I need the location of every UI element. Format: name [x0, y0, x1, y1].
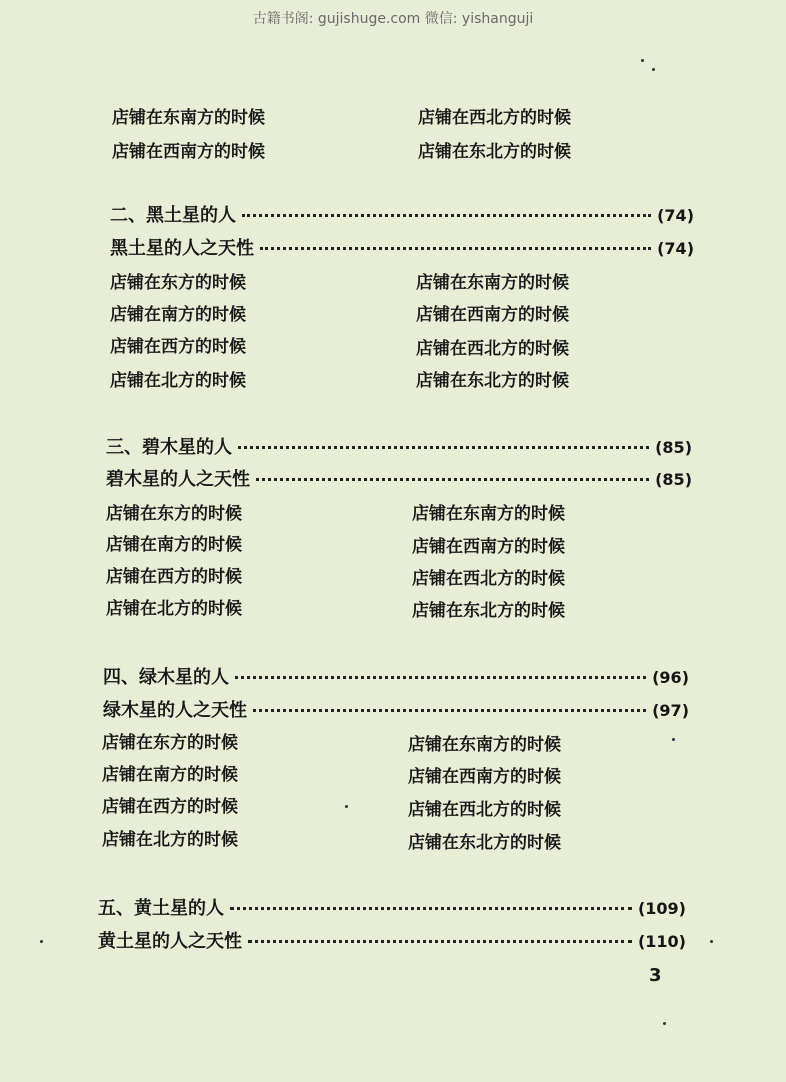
list-item: 店铺在西南方的时候 [112, 142, 265, 162]
scan-speck [663, 1022, 666, 1025]
list-item: 店铺在东北方的时候 [416, 371, 569, 391]
toc-subheading [110, 234, 694, 260]
list-item: 店铺在北方的时候 [102, 830, 238, 850]
list-item: 店铺在东方的时候 [106, 504, 242, 524]
leader-dots [260, 247, 651, 250]
list-item: 店铺在西方的时候 [110, 337, 246, 357]
list-item: 店铺在西方的时候 [102, 797, 238, 817]
toc-heading [106, 433, 692, 459]
page-ref: (96) [652, 668, 689, 687]
scan-speck [652, 68, 655, 71]
list-item: 店铺在北方的时候 [106, 599, 242, 619]
list-item: 店铺在东方的时候 [102, 733, 238, 753]
list-item: 店铺在东北方的时候 [408, 833, 561, 853]
list-item: 店铺在西南方的时候 [412, 537, 565, 557]
list-item: 店铺在东北方的时候 [418, 142, 571, 162]
list-item: 店铺在东南方的时候 [112, 108, 265, 128]
page-ref: (85) [655, 470, 692, 489]
page-ref: (110) [637, 932, 686, 951]
page-number: 3 [649, 965, 662, 986]
list-item: 店铺在南方的时候 [102, 765, 238, 785]
toc-subheading [103, 696, 689, 722]
toc-heading [110, 201, 694, 227]
toc-subheading [98, 927, 686, 953]
section-title: 三、碧木星的人 [106, 437, 232, 458]
leader-dots [235, 676, 646, 679]
list-item: 店铺在西南方的时候 [408, 767, 561, 787]
scan-speck [345, 805, 348, 808]
list-item: 店铺在东南方的时候 [416, 273, 569, 293]
leader-dots [253, 709, 646, 712]
toc-subheading [106, 465, 692, 491]
section-title: 四、绿木星的人 [103, 667, 229, 688]
list-item: 店铺在西南方的时候 [416, 305, 569, 325]
list-item: 店铺在西北方的时候 [408, 800, 561, 820]
leader-dots [242, 214, 651, 217]
list-item: 店铺在西北方的时候 [418, 108, 571, 128]
list-item: 店铺在南方的时候 [110, 305, 246, 325]
page-ref: (97) [652, 701, 689, 720]
scan-speck [641, 59, 644, 62]
toc-heading [103, 663, 689, 689]
list-item: 店铺在东南方的时候 [408, 735, 561, 755]
list-item: 店铺在西北方的时候 [416, 339, 569, 359]
list-item: 店铺在东方的时候 [110, 273, 246, 293]
subsection-title: 绿木星的人之天性 [103, 700, 247, 721]
watermark: 古籍书阁: gujishuge.com 微信: yishanguji [252, 11, 534, 27]
leader-dots [248, 940, 632, 943]
page-ref: (85) [655, 438, 692, 457]
list-item: 店铺在西方的时候 [106, 567, 242, 587]
toc-heading [98, 894, 686, 920]
scan-speck [710, 940, 713, 943]
section-title: 二、黑土星的人 [110, 205, 236, 226]
leader-dots [256, 478, 649, 481]
page-ref: (74) [657, 239, 694, 258]
list-item: 店铺在东南方的时候 [412, 504, 565, 524]
leader-dots [230, 907, 632, 910]
list-item: 店铺在北方的时候 [110, 371, 246, 391]
subsection-title: 黄土星的人之天性 [98, 931, 242, 952]
list-item: 店铺在南方的时候 [106, 535, 242, 555]
list-item: 店铺在东北方的时候 [412, 601, 565, 621]
list-item: 店铺在西北方的时候 [412, 569, 565, 589]
scan-speck [40, 940, 43, 943]
subsection-title: 黑土星的人之天性 [110, 238, 254, 259]
leader-dots [238, 446, 649, 449]
section-title: 五、黄土星的人 [98, 898, 224, 919]
page-ref: (74) [657, 206, 694, 225]
subsection-title: 碧木星的人之天性 [106, 469, 250, 490]
page-ref: (109) [637, 899, 686, 918]
scan-speck [672, 738, 675, 741]
